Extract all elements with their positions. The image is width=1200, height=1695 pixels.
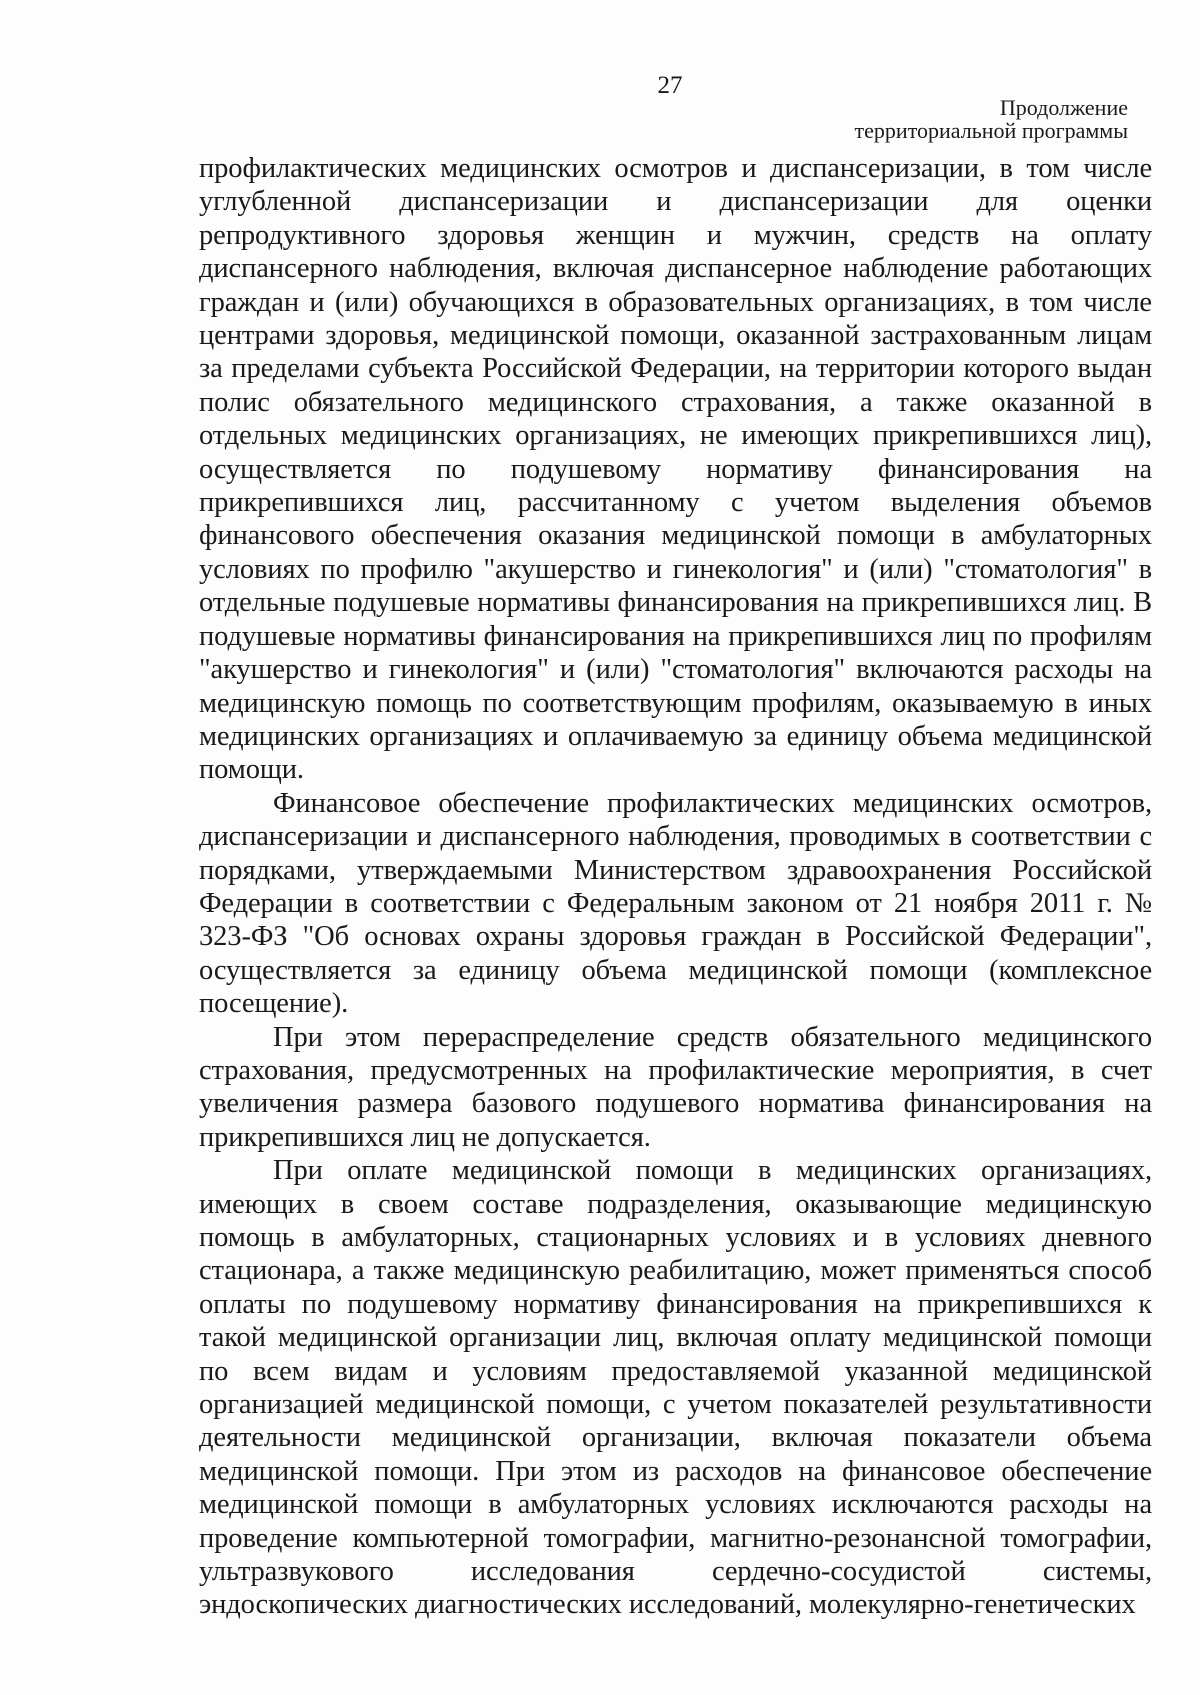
paragraph: При оплате медицинской помощи в медицинских организациях, имеющих в своем составе подразделения, оказывающие медицинскую помощь в амбулаторных, стационарных условиях и в условиях дневного стационара, а также медицинскую реабилитацию, может применяться способ оплаты по подушевому нормативу финансирования на прикрепившихся к такой медицинской организации лиц, включая оплату медицинской помощи по всем видам и условиям предоставляемой указанной медицинской организацией медицинской помощи, с учетом показателей результативности деятельности медицинской организации, включая показатели объема медицинской помощи. При этом из расходов на финансовое обеспечение медицинской помощи в амбулаторных условиях исключаются расходы на проведение компьютерной томографии, магнитно-резонансной томографии, ультразвукового исследования сердечно-сосудистой системы, эндоскопических диагностических исследований, молекулярно-генетических [199, 1155, 1152, 1621]
body-text [199, 152, 1152, 1622]
continuation-header [855, 96, 1128, 142]
paragraph: При этом перераспределение средств обязательного медицинского страхования, предусмотренных на профилактические мероприятия, в счет увеличения размера базового подушевого норматива финансирования на прикрепившихся лиц не допускается. [199, 1021, 1152, 1153]
continuation-label: Продолжение [999, 95, 1128, 120]
paragraph: профилактических медицинских осмотров и диспансеризации, в том числе углубленной диспансеризации и диспансеризации для оценки репродуктивного здоровья женщин и мужчин, средств на оплату диспансерного наблюдения, включая диспансерное наблюдение работающих граждан и (или) обучающихся в образовательных организациях, в том числе центрами здоровья, медицинской помощи, оказанной застрахованным лицам за пределами субъекта Российской Федерации, на территории которого выдан полис обязательного медицинского страхования, а также оказанной в отдельных медицинских организациях, не имеющих прикрепившихся лиц), осуществляется по подушевому нормативу финансирования на прикрепившихся лиц, рассчитанному с учетом выделения объемов финансового обеспечения оказания медицинской помощи в амбулаторных условиях по профилю "акушерство и гинекология" и (или) "стоматология" в отдельные подушевые нормативы финансирования на прикрепившихся лиц. В подушевые нормативы финансирования на прикрепившихся лиц по профилям "акушерство и гинекология" и (или) "стоматология" включаются расходы на медицинскую помощь по соответствующим профилям, оказываемую в иных медицинских организациях и оплачиваемую за единицу объема медицинской помощи. [199, 153, 1152, 786]
program-label: территориальной программы [854, 118, 1128, 143]
page-number: 27 [657, 72, 683, 99]
paragraph: Финансовое обеспечение профилактических медицинских осмотров, диспансеризации и диспансерного наблюдения, проводимых в соответствии с порядками, утверждаемыми Министерством здравоохранения Российской Федерации в соответствии с Федеральным законом от 21 ноября 2011 г. № 323-ФЗ "Об основах охраны здоровья граждан в Российской Федерации", осуществляется за единицу объема медицинской помощи (комплексное посещение). [199, 787, 1152, 1020]
